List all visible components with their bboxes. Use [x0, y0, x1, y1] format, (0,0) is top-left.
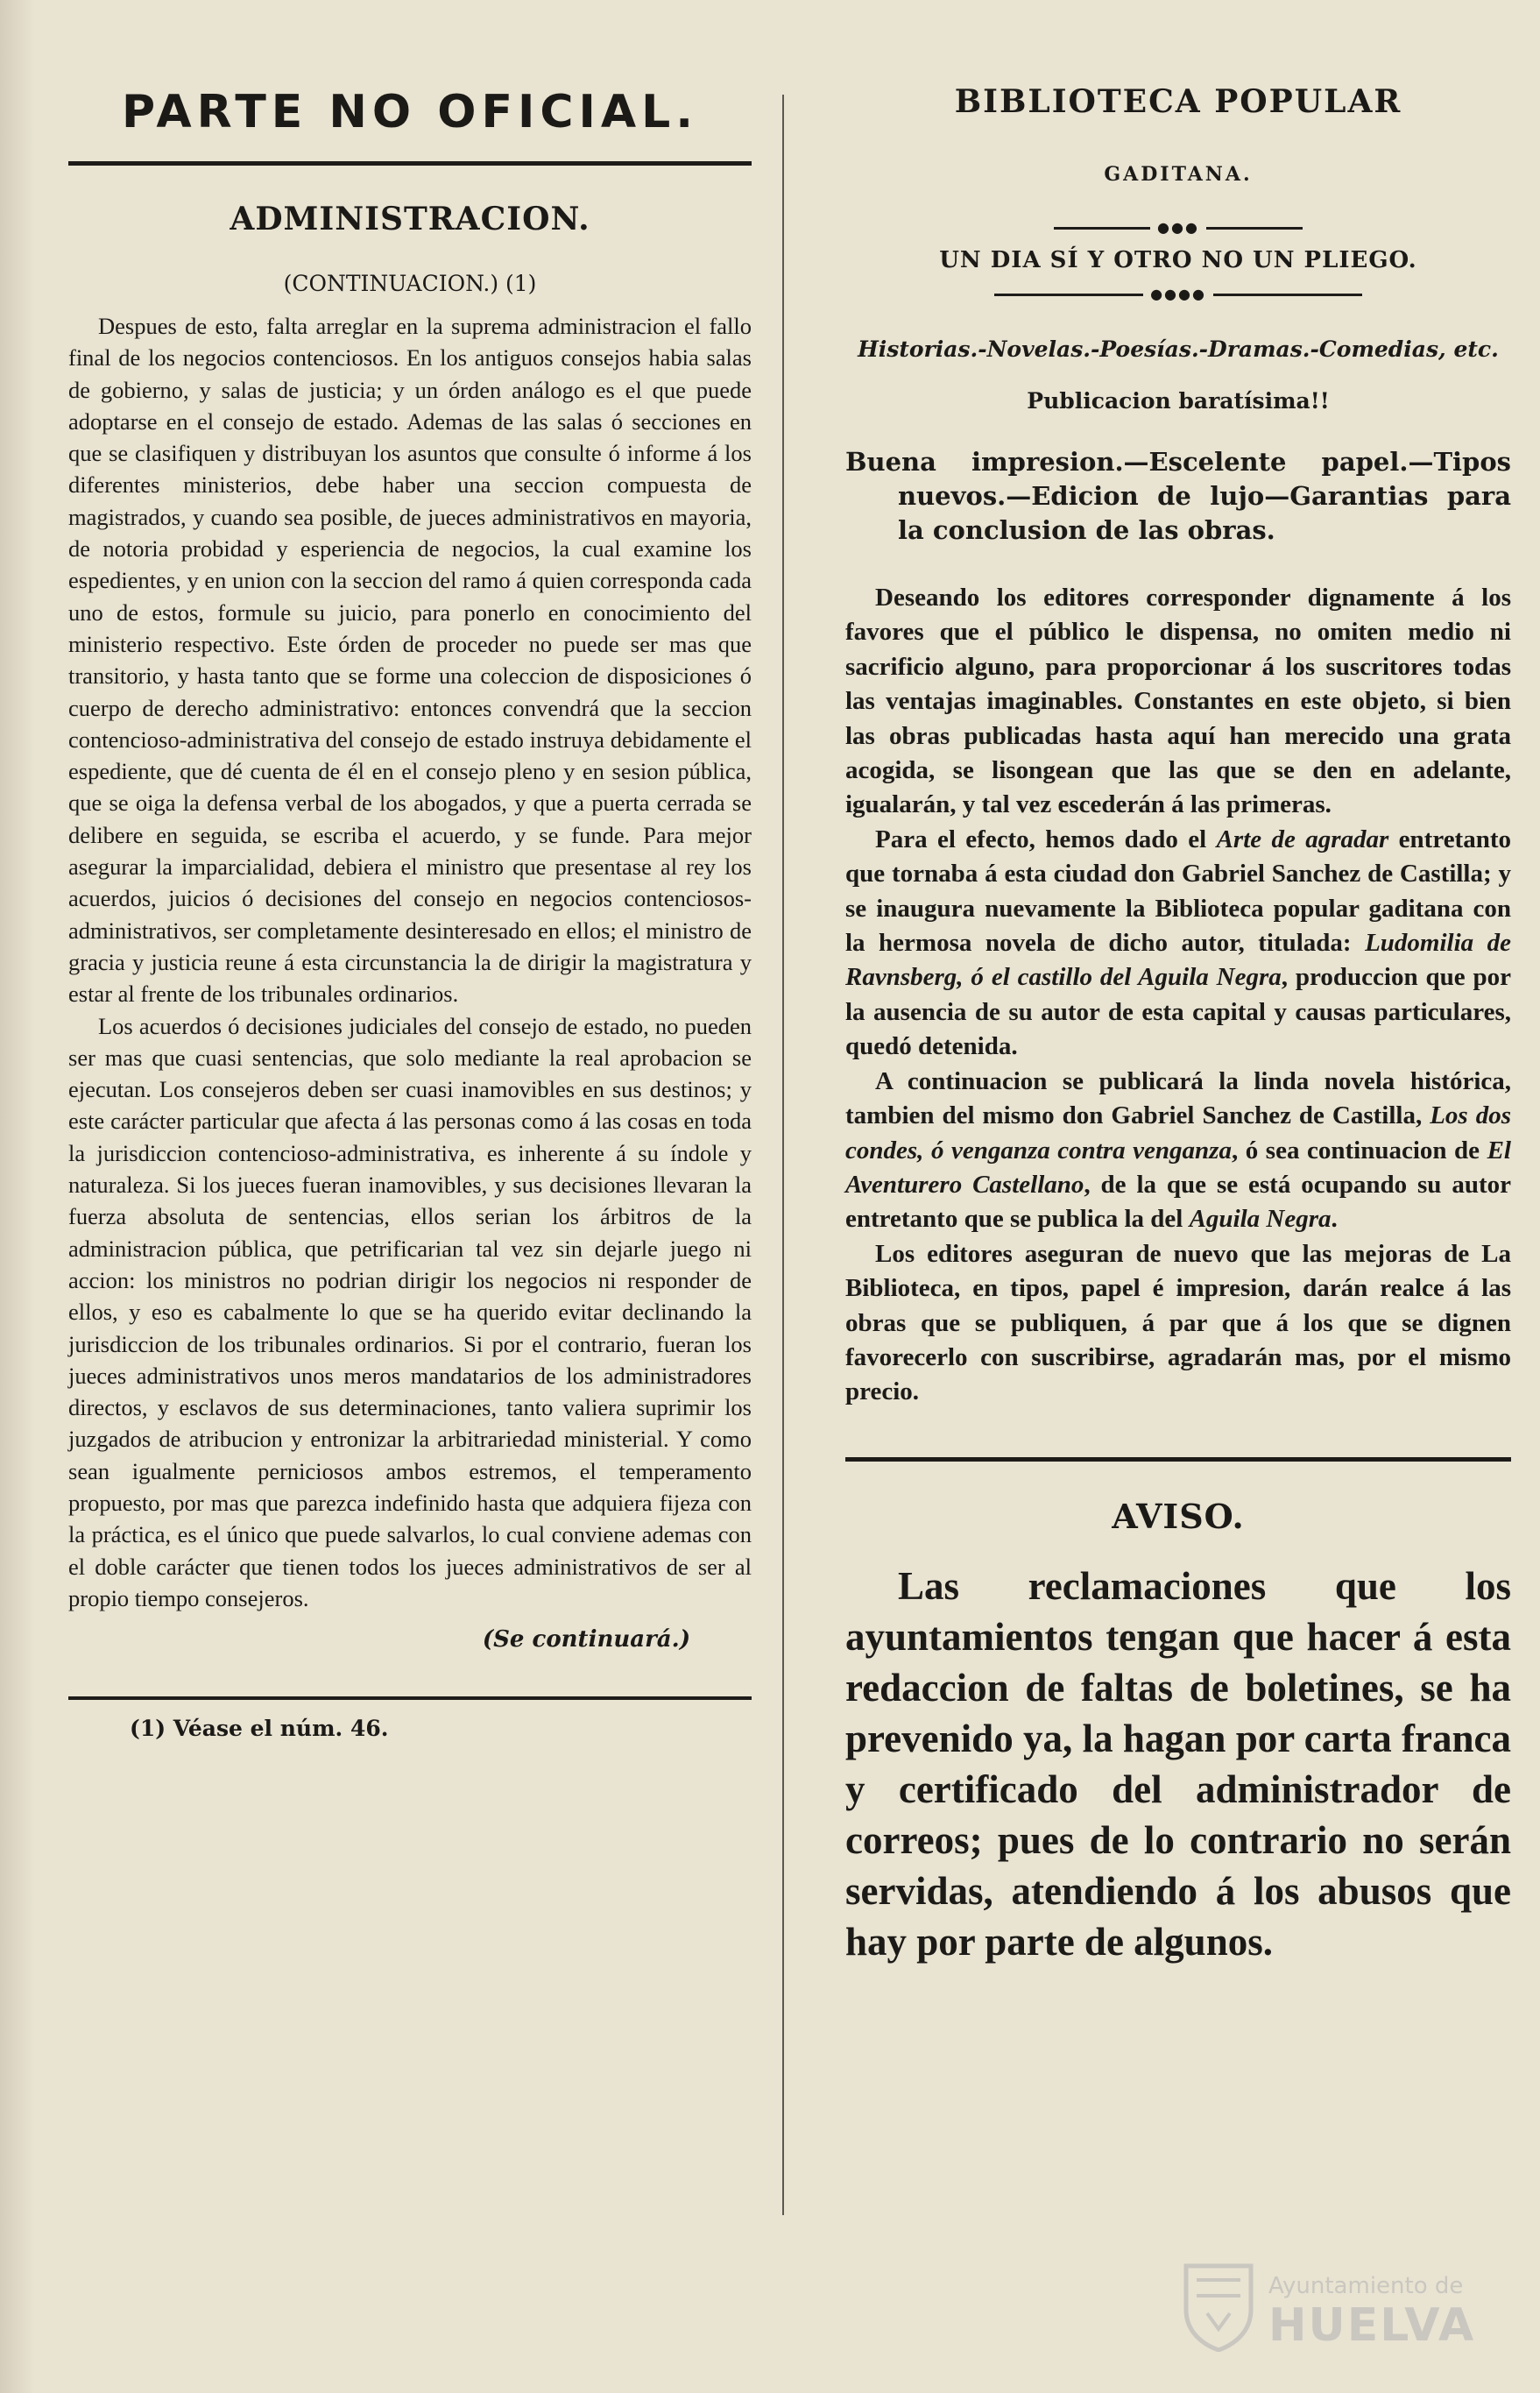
aviso-body	[845, 1561, 1511, 1967]
left-column	[68, 81, 752, 1741]
article-paragraph-2: Los acuerdos ó decisiones judiciales del consejo de estado, no pueden ser mas que cuasi sentencias, que solo mediante la real aprobacion se ejecutan. Los consejeros deben ser cuasi inamovibles en sus destinos; y este carácter particular que afecta á las personas como á las cosas en toda la jurisdiccion contencioso-administrativa, es inherente á su índole y naturaleza. Si los jueces fueran inamovibles, y sus decisiones llevaran la fuerza absoluta de sentencias, ellos serian los árbitros de la administracion pública, que petrificarian tal vez sin dejarle juego ni accion: los ministros no podrian dirigir los negocios ni responder de ellos, y eso es cabalmente lo que se ha querido evitar declinando la jurisdiccion de los tribunales ordinarios. Si por el contrario, fueran los jueces administrativos unos meros mandatarios de los administradores directos, y esclavos de sus determinaciones, tanto valiera suprimir los juzgados de atribucion y entronizar la arbitrariedad ministerial. Y como sean igualmente perniciosos ambos estremos, el temperamento propuesto, por mas que parezca indefinido hasta que adquiera fijeza con la práctica, es el único que puede salvarlos, lo cual conviene ademas con el doble carácter que tienen todos los jueces administrativos de ser al propio tiempo consejeros.	[68, 1012, 752, 1611]
ornament-rule-2	[845, 287, 1511, 301]
book-title: Los dos condes, ó venganza contra venganza	[845, 1101, 1511, 1165]
watermark	[1181, 2261, 1505, 2357]
slogan: UN DIA SÍ Y OTRO NO UN PLIEGO.	[939, 247, 1417, 273]
aviso-title: AVISO.	[1112, 1496, 1245, 1536]
masthead: PARTE NO OFICIAL.	[122, 86, 698, 138]
right-column	[845, 81, 1511, 1967]
watermark-bottom-text: HUELVA	[1268, 2299, 1476, 2352]
footnote-rule	[68, 1696, 752, 1700]
masthead-rule	[68, 161, 752, 166]
ornament-dots-icon: ●●●	[1157, 219, 1199, 236]
continued-note: (Se continuará.)	[482, 1626, 690, 1653]
book-title: Ludomilia de Ravnsberg, ó el castillo del Aguila Negra	[845, 929, 1512, 992]
biblioteca-paragraph-3: A continuacion se publicará la linda novela histórica, tambien del mismo don Gabriel Sanchez de Castilla, Los dos condes, ó venganza contra venganza, ó sea continuacion de El Aventurero Castellano, de la que se está ocupando su autor entretanto que se publica la del Aguila Negra.	[845, 1066, 1511, 1234]
city-shield-icon	[1181, 2261, 1256, 2352]
biblioteca-body	[845, 581, 1511, 1410]
biblioteca-paragraph-4: Los editores aseguran de nuevo que las mejoras de La Biblioteca, en tipos, papel é impresion, darán realce á las obras que se publiquen, á par que á los que se dignen favorecerlo con suscribirse, agradarán mas, por el mismo precio.	[845, 1239, 1511, 1406]
aviso-paragraph: Las reclamaciones que los ayuntamientos tengan que hacer á esta redaccion de faltas de boletines, se ha prevenido ya, la hagan por carta franca y certificado del administrador de correos; pues de lo contrario no serán servidas, atendiendo á los abusos que hay por parte de algunos.	[845, 1563, 1511, 1964]
biblioteca-title: BIBLIOTECA POPULAR	[954, 83, 1402, 120]
continuation-label: (CONTINUACION.) (1)	[283, 271, 537, 296]
article-paragraph-1: Despues de esto, falta arreglar en la suprema administracion el fallo final de los negocios contenciosos. En los antiguos consejos habia salas de gobierno, y salas de justicia; y un órden análogo es el que puede adoptarse en el consejo de estado. Ademas de las salas ó secciones en que se clasifiquen y distribuyan los asuntos que consulte ó informe á los diferentes ministerios, debe haber una seccion compuesta de magistrados, y cuando sea posible, de jueces administrativos en mayoria, de notoria probidad y esperiencia de negocios, la cual examine los espedientes, y en union con la seccion del ramo á quien corresponda cada uno de estos, formule su juicio, para ponerlo en conocimiento del ministerio respectivo. Este órden de proceder no puede ser mas que transitorio, y hasta tanto que se forme una coleccion de disposiciones ó cuerpo de derecho administrativo: entonces convendrá que la seccion contencioso-administrativa del consejo de estado instruya debidamente el espediente, que dé cuenta de él en el consejo pleno y en sesion pública, que se oiga la defensa verbal de los abogados, y que a puerta cerrada se delibere en seguida, se escriba el acuerdo, y se funde. Para mejor asegurar la imparcialidad, debiera el ministro que presentase al rey los acuerdos, juicios ó decisiones del consejo en negocios contenciosos-administrativos, ser completamente desinteresado en ellos; el ministro de gracia y justicia reune á esta circunstancia la de dirigir la magistratura y estar al frente de los tribunales ordinarios.	[68, 313, 752, 1008]
book-title: Aguila Negra	[1189, 1205, 1332, 1234]
aviso-rule	[845, 1457, 1511, 1462]
book-title: El Aventurero Castellano	[845, 1136, 1511, 1199]
book-title: Arte de agradar	[1216, 825, 1389, 853]
section-title: ADMINISTRACION.	[230, 201, 590, 237]
article-body	[68, 310, 752, 1614]
watermark-top-text: Ayuntamiento de	[1268, 2273, 1464, 2299]
column-divider	[782, 95, 784, 2215]
genres-line: Historias.-Novelas.-Poesías.-Dramas.-Comedias, etc.	[858, 336, 1499, 362]
cheap-publication-line: Publicacion baratísima!!	[1027, 388, 1330, 414]
footnote: (1) Véase el núm. 46.	[130, 1716, 389, 1742]
features-line: Buena impresion.—Escelente papel.—Tipos nuevos.—Edicion de lujo—Garantias para la conclusion de las obras.	[845, 447, 1511, 545]
biblioteca-subtitle: GADITANA.	[1104, 163, 1253, 186]
ornament-dots-icon: ●●●●	[1150, 286, 1206, 302]
biblioteca-paragraph-2: Para el efecto, hemos dado el Arte de agradar entretanto que tornaba á esta ciudad don Gabriel Sanchez de Castilla; y se inaugura nuevamente la Biblioteca popular gaditana con la hermosa novela de dicho autor, titulada: Ludomilia de Ravnsberg, ó el castillo del Aguila Negra, produccion que por la ausencia de su autor de esta capital y causas particulares, quedó detenida.	[845, 825, 1512, 1061]
page-edge-shadow	[0, 0, 35, 2393]
ornament-rule-1	[845, 221, 1511, 235]
biblioteca-paragraph-1: Deseando los editores corresponder dignamente á los favores que el público le dispensa, no omiten medio ni sacrificio alguno, para proporcionar á los suscritores todas las ventajas imaginables. Constantes en este objeto, si bien las obras publicadas hasta aquí han merecido una grata acogida, se lisongean que las que se den en adelante, igualarán, y tal vez escederán á las primeras.	[845, 584, 1511, 819]
